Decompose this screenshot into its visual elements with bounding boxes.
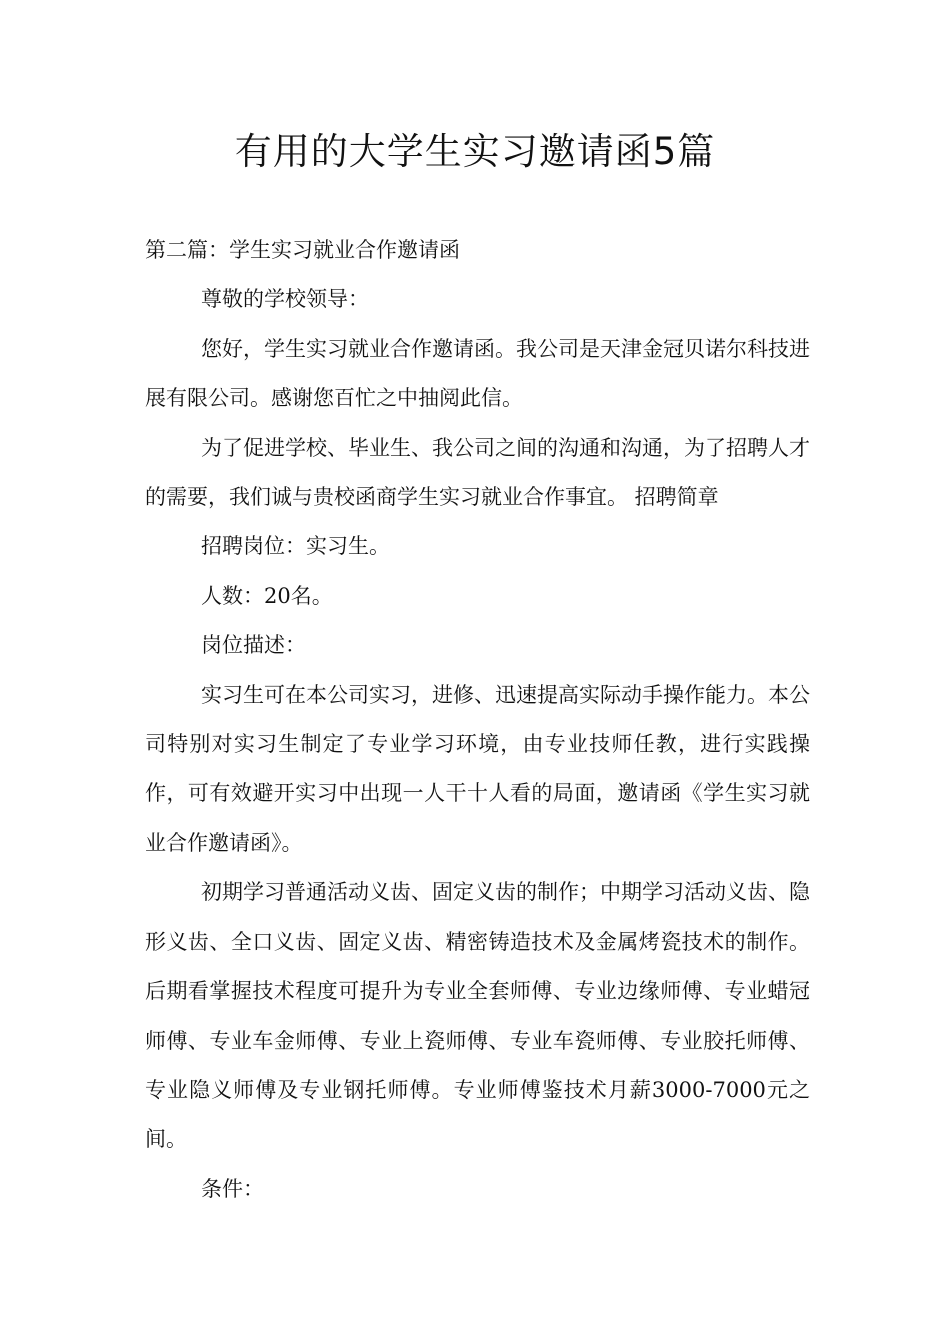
- body-paragraph: 实习生可在本公司实习，进修、迅速提高实际动手操作能力。本公司特别对实习生制定了专业学习环境，由专业技师任教，进行实践操作，可有效避开实习中出现一人干十人看的局面，邀请函《学生实习就业合作邀请函》。: [145, 682, 810, 855]
- body-paragraph: 为了促进学校、毕业生、我公司之间的沟通和沟通，为了招聘人才的需要，我们诚与贵校函商学生实习就业合作事宜。 招聘简章: [145, 435, 810, 510]
- body-paragraph: 尊敬的学校领导：: [201, 287, 369, 312]
- body-paragraph: 初期学习普通活动义齿、固定义齿的制作；中期学习活动义齿、隐形义齿、全口义齿、固定义齿、精密铸造技术及金属烤瓷技术的制作。后期看掌握技术程度可提升为专业全套师傅、专业边缘师傅、专业蜡冠师傅、专业车金师傅、专业上瓷师傅、专业车瓷师傅、专业胶托师傅、专业隐义师傅及专业钢托师傅。专业师傅鉴技术月薪3000-7000元之间。: [145, 880, 810, 1152]
- body-paragraph: 人数：20名。: [201, 583, 333, 608]
- document-body: [145, 226, 810, 1214]
- body-paragraph: 条件：: [201, 1176, 264, 1201]
- body-paragraph: 招聘岗位：实习生。: [201, 534, 390, 559]
- body-paragraph: 您好，学生实习就业合作邀请函。我公司是天津金冠贝诺尔科技进展有限公司。感谢您百忙之中抽阅此信。: [145, 336, 810, 411]
- section-heading: 第二篇：学生实习就业合作邀请函: [145, 238, 460, 262]
- document-title: 有用的大学生实习邀请函5篇: [234, 130, 716, 173]
- body-paragraph: 岗位描述：: [201, 633, 306, 658]
